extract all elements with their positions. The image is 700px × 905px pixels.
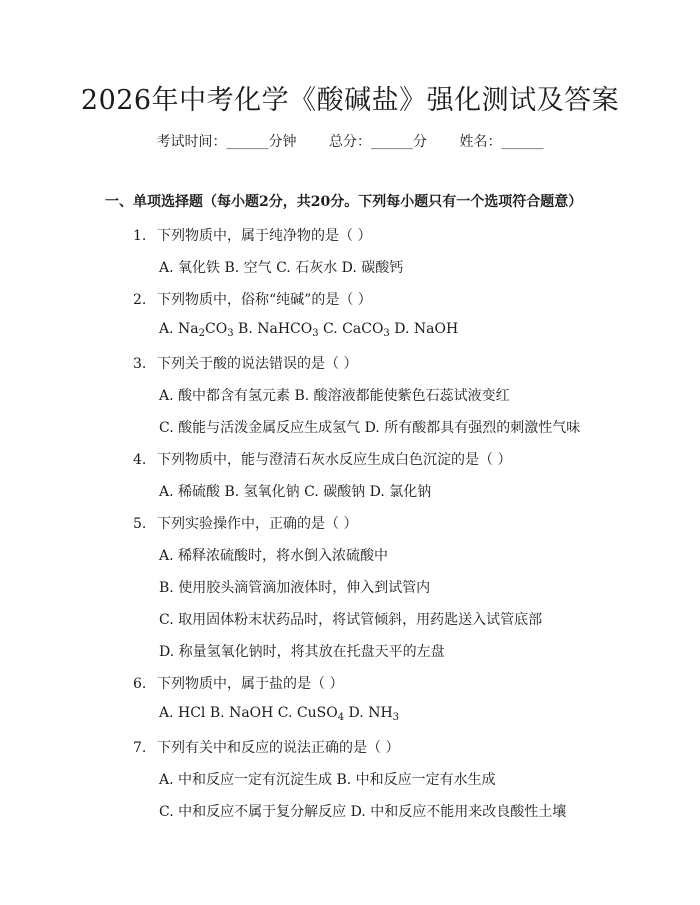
question-number: 7.	[133, 740, 147, 756]
question-6-options	[159, 705, 399, 721]
question-3	[133, 353, 357, 373]
formula-subscript: 3	[227, 328, 234, 339]
question-number: 4.	[133, 452, 147, 468]
question-5	[133, 513, 357, 533]
exam-time-field: 考试时间：______分钟	[156, 134, 297, 150]
question-5-option-b: B. 使用胶头滴管滴加液体时，伸入到试管内	[159, 580, 431, 596]
option-label: D.	[389, 321, 414, 337]
formula-subscript: 3	[383, 328, 390, 339]
formula-part: NaOH	[229, 705, 274, 721]
question-3-options-line-1: A. 酸中都含有氢元素 B. 酸溶液都能使紫色石蕊试液变红	[159, 388, 510, 404]
option-label: C.	[318, 321, 343, 337]
question-number: 3.	[133, 356, 147, 372]
question-7-options-line-1: A. 中和反应一定有沉淀生成 B. 中和反应一定有水生成	[159, 772, 496, 788]
total-score-field: 总分：______分	[329, 134, 427, 150]
question-text: 下列物质中，俗称“纯碱”的是（ ）	[157, 292, 372, 308]
question-5-option-a: A. 稀释浓硫酸时，将水倒入浓硫酸中	[159, 548, 389, 564]
question-number: 5.	[133, 516, 147, 532]
page-title: 2026年中考化学《酸碱盐》强化测试及答案	[80, 85, 620, 116]
question-7-options-line-2: C. 中和反应不属于复分解反应 D. 中和反应不能用来改良酸性土壤	[159, 804, 567, 820]
formula-subscript: 4	[337, 712, 345, 723]
question-number: 2.	[133, 292, 147, 308]
formula-part: HCl	[178, 705, 206, 721]
option-label: C.	[273, 705, 297, 721]
formula-subscript: 3	[392, 712, 400, 723]
question-7	[133, 737, 399, 757]
section-heading: 一、单项选择题（每小题2分，共20分。下列每小题只有一个选项符合题意）	[105, 194, 583, 210]
option-label: A.	[159, 321, 179, 337]
formula-part: CuSO	[296, 705, 338, 721]
question-text: 下列物质中，属于盐的是（ ）	[157, 676, 344, 692]
exam-meta	[0, 131, 700, 151]
question-1-options: A. 氧化铁 B. 空气 C. 石灰水 D. 碳酸钙	[159, 260, 404, 276]
formula-part: CaCO	[342, 321, 384, 337]
option-label: B.	[205, 705, 230, 721]
question-4-options: A. 稀硫酸 B. 氢氧化钠 C. 碳酸钠 D. 氯化钠	[159, 484, 432, 500]
question-5-option-d: D. 称量氢氧化钠时，将其放在托盘天平的左盘	[159, 644, 445, 660]
student-name-field: 姓名：______	[459, 134, 544, 150]
question-6	[133, 673, 343, 693]
option-label: D.	[344, 705, 369, 721]
question-5-option-c: C. 取用固体粉末状药品时，将试管倾斜，用药匙送入试管底部	[159, 612, 543, 628]
option-label: A.	[159, 705, 179, 721]
formula-part: CO	[205, 321, 228, 337]
question-text: 下列有关中和反应的说法正确的是（ ）	[157, 740, 400, 756]
question-text: 下列物质中，属于纯净物的是（ ）	[157, 228, 372, 244]
formula-subscript: 3	[312, 328, 319, 339]
question-text: 下列实验操作中，正确的是（ ）	[157, 516, 358, 532]
formula-part: NaHCO	[257, 321, 313, 337]
question-2-options	[159, 321, 458, 337]
question-number: 1.	[133, 228, 147, 244]
formula-subscript: 2	[198, 328, 205, 339]
formula-part: Na	[178, 321, 199, 337]
question-3-options-line-2: C. 酸能与活泼金属反应生成氢气 D. 所有酸都具有强烈的刺激性气味	[159, 420, 581, 436]
question-text: 下列物质中，能与澄清石灰水反应生成白色沉淀的是（ ）	[157, 452, 512, 468]
option-label: B.	[233, 321, 258, 337]
question-text: 下列关于酸的说法错误的是（ ）	[157, 356, 358, 372]
question-2	[133, 289, 372, 309]
formula-part: NH	[368, 705, 393, 721]
question-number: 6.	[133, 676, 147, 692]
question-4	[133, 449, 511, 469]
formula-part: NaOH	[413, 321, 459, 337]
question-1	[133, 225, 371, 245]
